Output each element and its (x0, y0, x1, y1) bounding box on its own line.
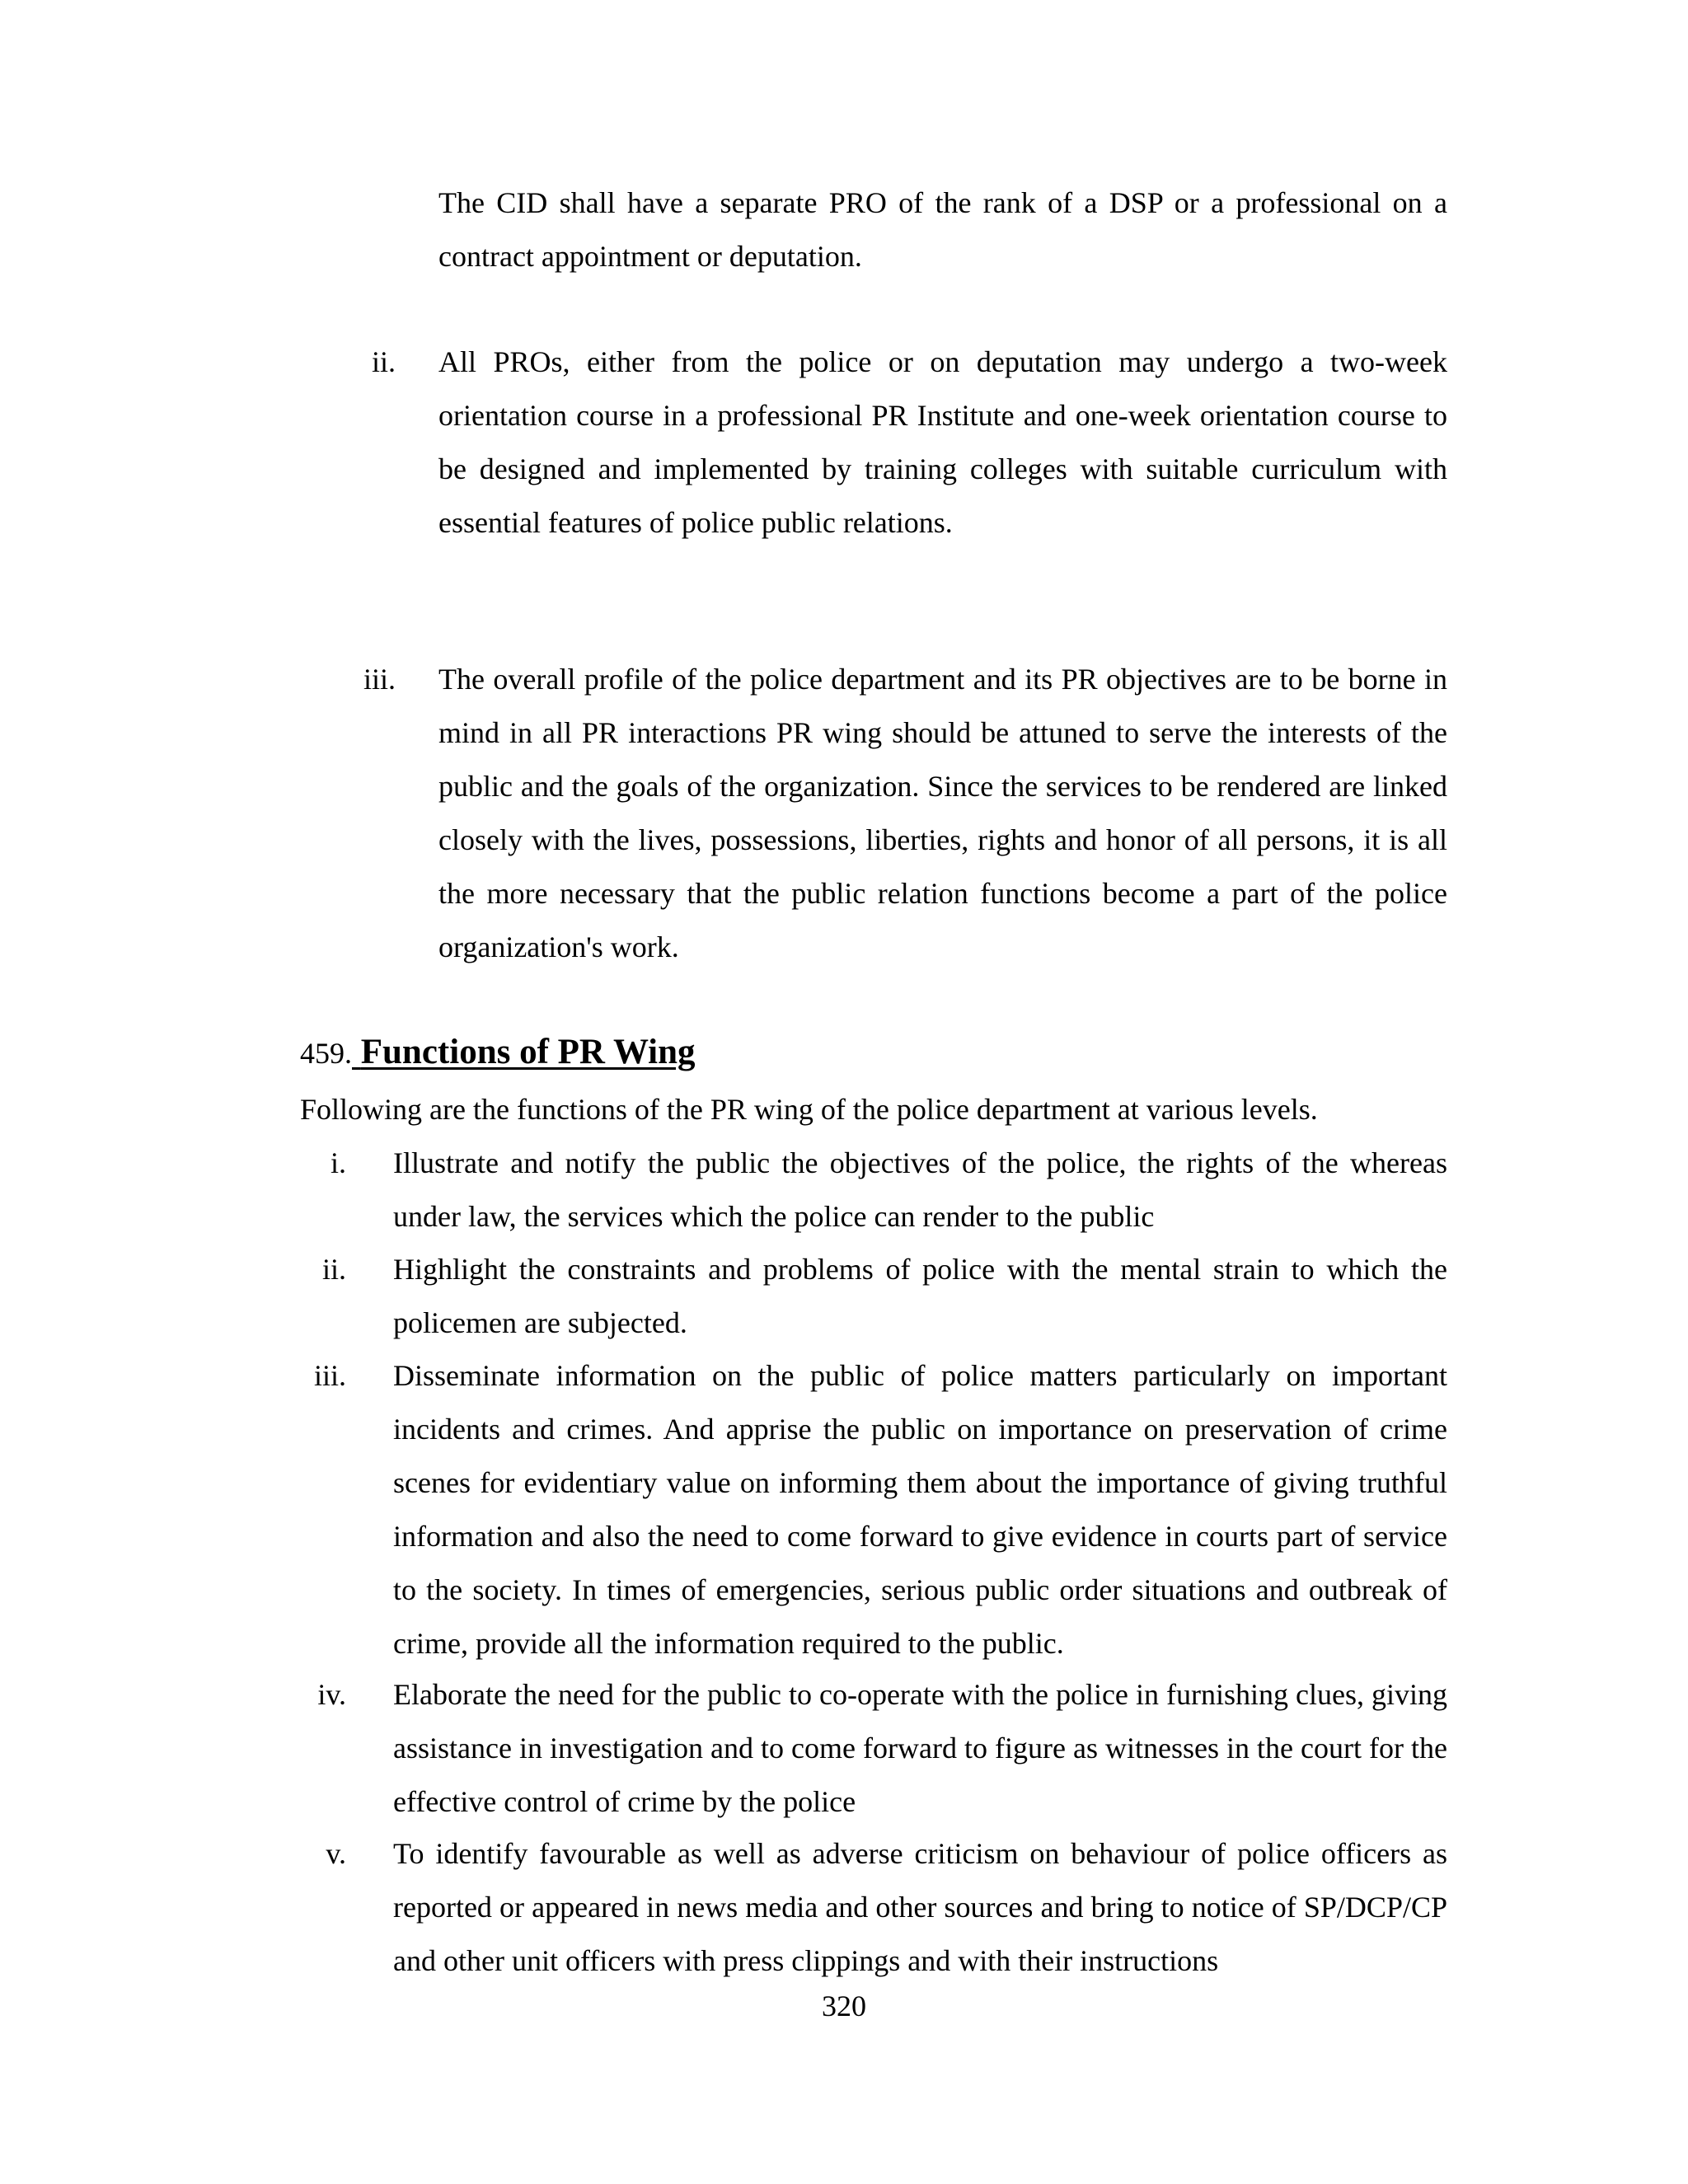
top-paragraph (438, 176, 1447, 284)
function-numeral: iii. (313, 1359, 346, 1392)
function-numeral: v. (326, 1837, 346, 1870)
section-title-text: Functions of PR Wing (360, 1033, 696, 1071)
function-item (393, 1349, 1447, 1671)
function-item (393, 1668, 1447, 1829)
function-item-text: Highlight the constraints and problems of police with the mental strain to which the policemen are subjected. (393, 1253, 1447, 1339)
function-numeral: ii. (321, 1253, 346, 1286)
function-numeral: iv. (317, 1678, 346, 1711)
section-heading (300, 1025, 1447, 1080)
function-item (393, 1243, 1447, 1350)
upper-list-numeral: iii. (363, 663, 396, 696)
function-item-text: To identify favourable as well as adverse criticism on behaviour of police officers as reported or appeared in news media and other sources and bring to notice of SP/DCP/CP and other unit officers with press clippings and with their instructions (393, 1837, 1447, 1977)
function-numeral: i. (330, 1146, 346, 1179)
upper-list-item-text: All PROs, either from the police or on deputation may undergo a two-week orientation course in a professional PR Institute and one-week orientation course to be designed and implemented by training colleges with suitable curriculum with essential features of police public relations. (438, 345, 1447, 539)
page-number: 320 (822, 1990, 866, 2022)
upper-list-item (438, 653, 1447, 974)
section-intro (300, 1083, 1447, 1137)
section-number: 459. (300, 1037, 352, 1070)
function-item (393, 1827, 1447, 1988)
function-item-text: Disseminate information on the public of police matters particularly on important incidents and crimes. And apprise the public on importance on preservation of crime scenes for evidentiary value on informing them about the importance of giving truthful information and also the need to come forward to give evidence in courts part of service to the society. In times of emergencies, serious public order situations and outbreak of crime, provide all the information required to the public. (393, 1359, 1447, 1660)
upper-list-numeral: ii. (371, 345, 396, 378)
section-intro-text: Following are the functions of the PR wing of the police department at various levels. (300, 1093, 1318, 1126)
section-title (352, 1033, 696, 1071)
upper-list-item-text: The overall profile of the police department and its PR objectives are to be borne in mind in all PR interactions PR wing should be attuned to serve the interests of the public and the goals of the organization. Since the services to be rendered are linked closely with the lives, possessions, liberties, rights and honor of all persons, it is all the more necessary that the public relation functions become a part of the police organization's work. (438, 663, 1447, 963)
upper-list-item (438, 335, 1447, 550)
top-paragraph-text: The CID shall have a separate PRO of the rank of a DSP or a professional on a contract appointment or deputation. (438, 186, 1447, 273)
function-item-text: Elaborate the need for the public to co-operate with the police in furnishing clues, giving assistance in investigation and to come forward to figure as witnesses in the court for the effective control of crime by the police (393, 1678, 1447, 1818)
function-item-text: Illustrate and notify the public the objectives of the police, the rights of the whereas under law, the services which the police can render to the public (393, 1146, 1447, 1233)
function-item (393, 1137, 1447, 1244)
